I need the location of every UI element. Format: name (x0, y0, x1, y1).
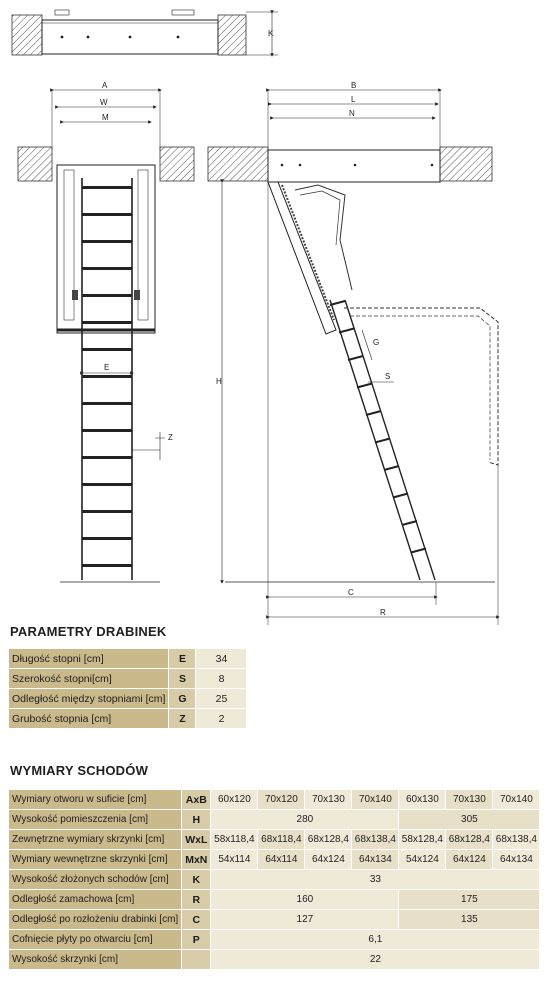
side-ladder-rung (411, 549, 426, 553)
side-ladder-rung (339, 329, 354, 333)
table-row (9, 649, 247, 669)
dim-label-r: R (380, 608, 386, 617)
ladder-rung (82, 537, 132, 540)
side-ladder-rung (375, 439, 390, 443)
dim-row-value: 160 (211, 890, 399, 910)
dim-label-z: Z (168, 433, 173, 442)
dim-label-s: S (385, 372, 391, 381)
table-row (9, 810, 540, 830)
ladder-rung (82, 294, 132, 297)
dim-row-key: K (182, 870, 211, 890)
param-value: 2 (196, 709, 247, 729)
dim-row-label: Wymiary otworu w suficie [cm] (9, 790, 182, 810)
front-view (18, 81, 194, 582)
table-row (9, 669, 247, 689)
side-ladder-rung (393, 494, 408, 498)
dim-row-value: 70x140 (493, 790, 540, 810)
dim-row-key: H (182, 810, 211, 830)
ladder-params-table (8, 648, 247, 729)
dim-row-value: 68x138,4 (493, 830, 540, 850)
dim-row-value: 54x124 (399, 850, 446, 870)
dim-label-g: G (373, 338, 380, 347)
ladder-rung (82, 564, 132, 567)
table-row (9, 830, 540, 850)
dim-label-n: N (349, 109, 355, 118)
dim-label-l: L (351, 95, 356, 104)
dim-row-label: Odległość po rozłożeniu drabinki [cm] (9, 910, 182, 930)
stair-dims-table (8, 789, 540, 970)
dim-row-key: MxN (182, 850, 211, 870)
ladder-rung (82, 483, 132, 486)
side-ladder-rung (402, 521, 417, 525)
dim-row-key (182, 950, 211, 970)
dim-row-label: Wysokość skrzynki [cm] (9, 950, 182, 970)
table-row (9, 950, 540, 970)
table-row (9, 709, 247, 729)
dim-row-value: 280 (211, 810, 399, 830)
dim-row-label: Wysokość złożonych schodów [cm] (9, 870, 182, 890)
dim-label-h: H (216, 377, 222, 386)
param-label: Długość stopni [cm] (9, 649, 169, 669)
table-row (9, 850, 540, 870)
table-row (9, 930, 540, 950)
table-row (9, 890, 540, 910)
table-row (9, 689, 247, 709)
param-label: Odległość między stopniami [cm] (9, 689, 169, 709)
dim-label-m: M (102, 113, 109, 122)
ladder-rung (82, 456, 132, 459)
dim-row-value: 60x120 (211, 790, 258, 810)
param-key: Z (169, 709, 196, 729)
dim-row-value: 175 (399, 890, 540, 910)
table-row (9, 910, 540, 930)
dim-label-a: A (102, 81, 108, 90)
dim-row-label: Cofnięcie płyty po otwarciu [cm] (9, 930, 182, 950)
dim-row-value: 54x114 (211, 850, 258, 870)
dim-row-label: Wysokość pomieszczenia [cm] (9, 810, 182, 830)
dim-row-value: 135 (399, 910, 540, 930)
ladder-rung (82, 510, 132, 513)
dim-row-label: Wymiary wewnętrzne skrzynki [cm] (9, 850, 182, 870)
dim-row-key: WxL (182, 830, 211, 850)
dim-row-value: 68x138,4 (352, 830, 399, 850)
ladder-rung (82, 402, 132, 405)
dim-label-k: K (268, 29, 274, 38)
dim-row-key: P (182, 930, 211, 950)
side-ladder-rung (348, 356, 363, 360)
dim-label-b: B (351, 81, 357, 90)
dim-row-label: Zewnętrzne wymiary skrzynki [cm] (9, 830, 182, 850)
dim-label-e: E (104, 363, 110, 372)
stair-dims-title: WYMIARY SCHODÓW (10, 763, 149, 778)
dim-row-value: 127 (211, 910, 399, 930)
dim-row-value: 64x124 (305, 850, 352, 870)
dim-row-value: 64x134 (493, 850, 540, 870)
param-label: Szerokość stopni[cm] (9, 669, 169, 689)
ladder-params-title: PARAMETRY DRABINEK (10, 624, 167, 639)
dim-row-value: 70x120 (258, 790, 305, 810)
dim-label-c: C (348, 588, 354, 597)
param-label: Grubość stopnia [cm] (9, 709, 169, 729)
param-key: S (169, 669, 196, 689)
table-row (9, 870, 540, 890)
dim-row-value: 64x114 (258, 850, 305, 870)
dim-row-key: AxB (182, 790, 211, 810)
top-view (12, 10, 278, 55)
dim-row-value: 6,1 (211, 930, 540, 950)
dim-row-value: 33 (211, 870, 540, 890)
table-row (9, 790, 540, 810)
dim-row-value: 58x128,4 (399, 830, 446, 850)
ladder-rung (82, 321, 132, 324)
side-ladder-rung (366, 411, 381, 415)
dim-row-value: 64x124 (446, 850, 493, 870)
ladder-rung (82, 348, 132, 351)
dim-row-value: 68x118,4 (258, 830, 305, 850)
ladder-rungs (82, 186, 132, 567)
param-value: 8 (196, 669, 247, 689)
param-value: 34 (196, 649, 247, 669)
param-value: 25 (196, 689, 247, 709)
param-key: G (169, 689, 196, 709)
side-view (208, 81, 498, 625)
ladder-rung (82, 186, 132, 189)
dim-row-value: 70x130 (305, 790, 352, 810)
side-ladder-rung (384, 466, 399, 470)
param-key: E (169, 649, 196, 669)
dim-label-w: W (100, 98, 108, 107)
ladder-rung (82, 429, 132, 432)
dim-row-value: 68x128,4 (305, 830, 352, 850)
dim-row-value: 64x134 (352, 850, 399, 870)
dim-row-value: 58x118,4 (211, 830, 258, 850)
dim-row-value: 305 (399, 810, 540, 830)
dim-row-value: 70x130 (446, 790, 493, 810)
dim-row-value: 70x140 (352, 790, 399, 810)
dim-row-label: Odległość zamachowa [cm] (9, 890, 182, 910)
dim-row-value: 60x130 (399, 790, 446, 810)
ladder-rung (82, 267, 132, 270)
dim-row-value: 22 (211, 950, 540, 970)
dim-row-value: 68x128,4 (446, 830, 493, 850)
ladder-rung (82, 375, 132, 378)
dim-row-key: R (182, 890, 211, 910)
dim-row-key: C (182, 910, 211, 930)
side-ladder-rung (357, 384, 372, 388)
side-ladder-rung (330, 301, 345, 305)
ladder-rung (82, 213, 132, 216)
ladder-rung (82, 240, 132, 243)
